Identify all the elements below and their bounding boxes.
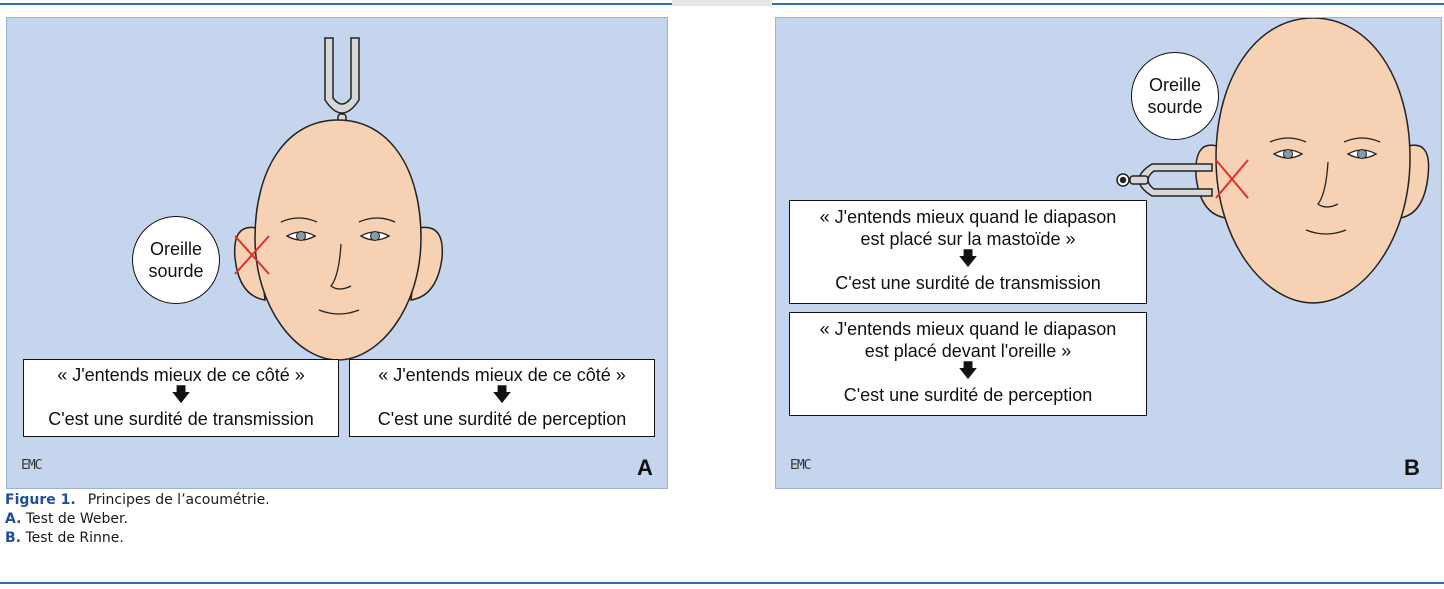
bubble-line-2: sourde — [1147, 97, 1203, 117]
emc-logo: EMC — [790, 458, 811, 473]
deaf-ear-bubble-a — [132, 216, 220, 304]
deaf-ear-bubble-b — [1131, 52, 1219, 140]
result-box-perception — [789, 312, 1147, 416]
down-arrow-icon: 🡇 — [958, 249, 978, 270]
result-box-transmission — [23, 359, 339, 437]
top-tab — [672, 0, 772, 6]
bubble-line-1: Oreille — [149, 239, 202, 259]
box-quote-line-2: est placé devant l'oreille » — [864, 341, 1072, 361]
caption-title-line — [5, 491, 270, 510]
bottom-rule — [0, 582, 1444, 584]
box-quote-line-2: est placé sur la mastoïde » — [860, 229, 1076, 249]
down-arrow-icon: 🡇 — [171, 385, 191, 406]
box-result: C'est une surdité de transmission — [835, 273, 1101, 293]
head-b — [1216, 18, 1410, 303]
figure-caption — [5, 491, 270, 548]
box-quote-line-1: « J'entends mieux quand le diapason — [819, 207, 1117, 227]
box-result: C'est une surdité de transmission — [48, 409, 314, 429]
caption-note-b — [5, 529, 270, 548]
note-key: B. — [5, 530, 21, 546]
down-arrow-icon: 🡇 — [492, 385, 512, 406]
head-a — [255, 120, 421, 360]
box-result: C'est une surdité de perception — [843, 385, 1093, 405]
box-quote: « J'entends mieux de ce côté » — [57, 365, 305, 385]
result-box-transmission — [789, 200, 1147, 304]
box-result: C'est une surdité de perception — [377, 409, 627, 429]
box-quote: « J'entends mieux de ce côté » — [378, 365, 626, 385]
emc-logo: EMC — [21, 458, 42, 473]
box-quote-line-1: « J'entends mieux quand le diapason — [819, 319, 1117, 339]
note-text: Test de Weber. — [25, 511, 128, 527]
result-box-perception — [349, 359, 655, 437]
panel-letter-b: B — [1404, 455, 1420, 480]
panel-letter-a: A — [637, 455, 653, 480]
bubble-line-2: sourde — [148, 261, 204, 281]
caption-note-a — [5, 510, 270, 529]
figure-caption-text: Principes de l’acoumétrie. — [87, 492, 270, 508]
note-key: A. — [5, 511, 22, 527]
panel-b-rinne — [775, 17, 1442, 489]
down-arrow-icon: 🡇 — [958, 361, 978, 382]
note-text: Test de Rinne. — [25, 530, 124, 546]
panel-a-weber — [6, 17, 668, 489]
bubble-line-1: Oreille — [1148, 75, 1201, 95]
figure-label: Figure 1. — [5, 492, 76, 508]
